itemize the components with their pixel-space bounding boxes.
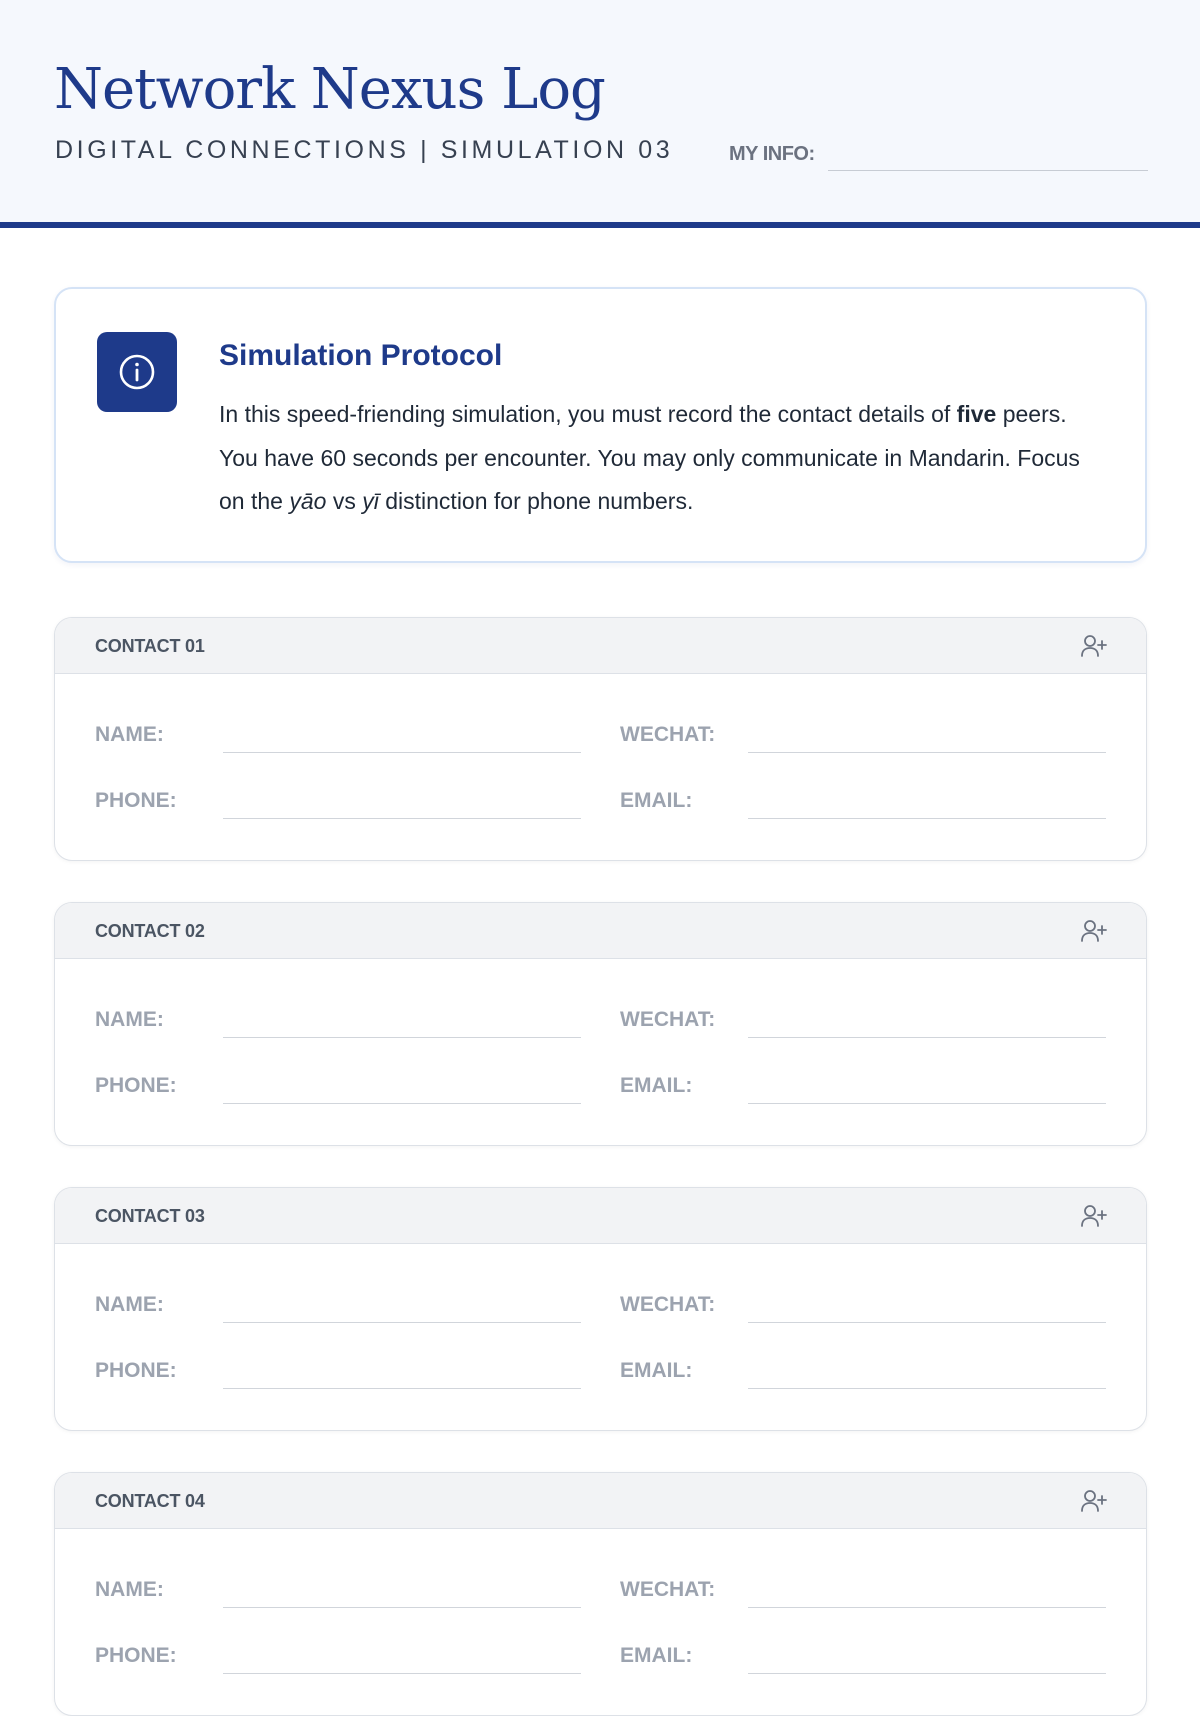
contact-header: [55, 1188, 1146, 1244]
contact-card-02: [54, 902, 1147, 1146]
phone-field[interactable]: [223, 818, 581, 819]
contact-card-04: [54, 1472, 1147, 1716]
contact-card-03: [54, 1187, 1147, 1431]
name-label: NAME:: [95, 1578, 164, 1601]
phone-field[interactable]: [223, 1103, 581, 1104]
wechat-label: WECHAT:: [620, 1008, 716, 1031]
my-info-label: MY INFO:: [729, 143, 815, 165]
name-field[interactable]: [223, 752, 581, 753]
wechat-label: WECHAT:: [620, 723, 716, 746]
wechat-field[interactable]: [748, 1037, 1106, 1038]
phone-label: PHONE:: [95, 1074, 177, 1097]
email-label: EMAIL:: [620, 1074, 693, 1097]
email-field[interactable]: [748, 818, 1106, 819]
email-field[interactable]: [748, 1103, 1106, 1104]
name-field[interactable]: [223, 1037, 581, 1038]
protocol-bold-word: five: [956, 401, 997, 427]
name-field[interactable]: [223, 1607, 581, 1608]
phone-field[interactable]: [223, 1388, 581, 1389]
protocol-text: In this speed-friending simulation, you must record the contact details of five peers. You have 60 seconds per encounter. You may only communicate in Mandarin. Focus on the yāo vs yī distinction for phone numbers.: [219, 401, 1080, 514]
phone-field[interactable]: [223, 1673, 581, 1674]
phone-label: PHONE:: [95, 1644, 177, 1667]
wechat-field[interactable]: [748, 1322, 1106, 1323]
email-label: EMAIL:: [620, 1644, 693, 1667]
protocol-card: [54, 287, 1147, 563]
name-label: NAME:: [95, 1293, 164, 1316]
contact-label: CONTACT 03: [95, 1206, 205, 1226]
contact-label: CONTACT 01: [95, 636, 205, 656]
contact-header: [55, 618, 1146, 674]
protocol-term-yi: yī: [362, 488, 379, 514]
protocol-term-yao: yāo: [289, 488, 327, 514]
wechat-label: WECHAT:: [620, 1578, 716, 1601]
contact-header: [55, 903, 1146, 959]
contact-label: CONTACT 04: [95, 1491, 205, 1511]
page-subtitle: DIGITAL CONNECTIONS | SIMULATION 03: [55, 136, 674, 164]
contact-label: CONTACT 02: [95, 921, 205, 941]
contact-header: [55, 1473, 1146, 1529]
add-user-icon[interactable]: [1079, 917, 1107, 945]
wechat-field[interactable]: [748, 1607, 1106, 1608]
email-field[interactable]: [748, 1388, 1106, 1389]
phone-label: PHONE:: [95, 1359, 177, 1382]
add-user-icon[interactable]: [1079, 1487, 1107, 1515]
email-label: EMAIL:: [620, 789, 693, 812]
name-field[interactable]: [223, 1322, 581, 1323]
name-label: NAME:: [95, 723, 164, 746]
name-label: NAME:: [95, 1008, 164, 1031]
add-user-icon[interactable]: [1079, 632, 1107, 660]
my-info-field[interactable]: [828, 170, 1148, 171]
phone-label: PHONE:: [95, 789, 177, 812]
page-title: Network Nexus Log: [54, 57, 605, 122]
protocol-title: Simulation Protocol: [219, 339, 503, 372]
email-field[interactable]: [748, 1673, 1106, 1674]
contact-card-01: [54, 617, 1147, 861]
page-header: [0, 0, 1200, 228]
wechat-field[interactable]: [748, 752, 1106, 753]
add-user-icon[interactable]: [1079, 1202, 1107, 1230]
email-label: EMAIL:: [620, 1359, 693, 1382]
wechat-label: WECHAT:: [620, 1293, 716, 1316]
info-icon: [97, 332, 177, 412]
